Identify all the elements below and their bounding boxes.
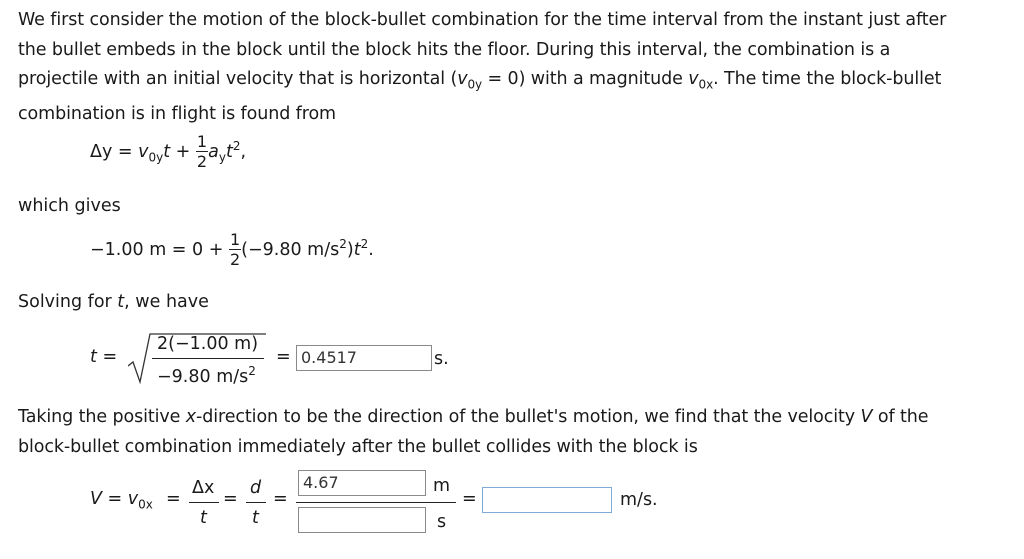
subscript: y (218, 150, 226, 165)
intro-line-2: the bullet embeds in the block until the block hits the floor. During this interval, the combination is a (18, 39, 891, 60)
period: . (368, 240, 374, 260)
subscript: 0y (467, 77, 483, 92)
equals: = (101, 489, 128, 509)
text: Solving for (18, 292, 118, 312)
fraction-bar (246, 502, 266, 503)
distance-answer-input[interactable]: 4.67 (298, 470, 426, 496)
time-unit: s. (434, 349, 449, 369)
var-v: v (138, 142, 149, 162)
equals-sign: = (223, 489, 238, 509)
which-gives-text: which gives (18, 196, 121, 216)
superscript: 2 (360, 237, 369, 252)
intro-text: projectile with an initial velocity that is horizontal ( (18, 69, 458, 89)
unit-numerator: m (433, 476, 451, 496)
denominator: 2 (229, 250, 241, 269)
intro-line-1: We first consider the motion of the block-bullet combination for the time interval from the instant just after (18, 10, 947, 30)
denominator: 2 (196, 152, 208, 171)
intro-line-4: combination is in flight is found from (18, 104, 337, 124)
eq4-lhs (90, 489, 153, 512)
intro-line-3 (18, 65, 1018, 100)
equals: = (96, 347, 118, 367)
text: Taking the positive (18, 407, 186, 427)
comma: , (240, 142, 247, 162)
var-V: V (90, 489, 102, 509)
var-t: t (90, 347, 97, 367)
var-t: t (117, 292, 125, 312)
frac-d-numerator: d (250, 478, 262, 498)
equation-kinematic (90, 134, 246, 170)
fraction-bar (189, 502, 219, 503)
var-v: v (127, 489, 139, 509)
superscript: 2 (248, 364, 256, 378)
var-t: t (225, 142, 233, 162)
unit-denominator: s (437, 512, 447, 532)
equals-sign: = (276, 347, 291, 367)
eq3-lhs (90, 347, 117, 367)
intro-paragraph (18, 6, 1018, 130)
equals-sign: = (273, 489, 288, 509)
frac-d-denominator: t (252, 508, 259, 528)
eq-lhs: −1.00 m = 0 + (90, 240, 229, 260)
time-answer-input[interactable]: 0.4517 (296, 345, 432, 371)
para2-line-1 (18, 403, 1018, 433)
var-t: t (353, 240, 361, 260)
var-x: x (185, 407, 197, 427)
subscript: 0x (698, 77, 714, 92)
paren: ) (346, 240, 354, 260)
equals-sign: = (166, 489, 181, 509)
intro-text: = 0) with a magnitude (482, 69, 689, 89)
eq-term: (−9.80 m/s (241, 240, 340, 260)
intro-text: . The time the block-bullet (713, 69, 942, 89)
fraction-half (196, 134, 208, 170)
fraction-bar (152, 358, 264, 359)
velocity-paragraph (18, 403, 1018, 462)
velocity-answer-input[interactable] (482, 487, 612, 513)
superscript: 2 (232, 139, 241, 154)
velocity-unit: m/s. (620, 490, 658, 510)
equation-substituted (90, 232, 374, 268)
frac-dx-numerator: Δx (192, 478, 215, 498)
var-V: V (860, 407, 873, 427)
eq-lhs: Δy = (90, 142, 139, 162)
numerator: 1 (196, 132, 208, 151)
var-v: v (457, 69, 468, 89)
var-v: v (688, 69, 699, 89)
para2-line-2: block-bullet combination immediately after the bullet collides with the block is (18, 436, 698, 457)
sqrt-numerator: 2(−1.00 m) (157, 334, 259, 354)
subscript: 0y (148, 150, 164, 165)
sqrt-denominator (157, 364, 256, 387)
var-t: t (163, 142, 171, 162)
fraction-half (229, 232, 241, 268)
time-input[interactable] (298, 507, 426, 533)
numerator: 1 (229, 230, 241, 249)
frac-dx-denominator: t (200, 508, 207, 528)
subscript: 0x (138, 497, 153, 512)
text: , we have (124, 292, 209, 312)
equals-sign: = (462, 489, 477, 509)
var-a: a (208, 142, 219, 162)
superscript: 2 (339, 237, 347, 252)
denominator: −9.80 m/s (157, 366, 249, 387)
text: of the (872, 407, 929, 427)
solving-text (18, 292, 209, 312)
plus-sign: + (170, 142, 196, 162)
fraction-bar (296, 502, 456, 503)
text: -direction to be the direction of the bullet's motion, we find that the velocity (196, 407, 861, 427)
